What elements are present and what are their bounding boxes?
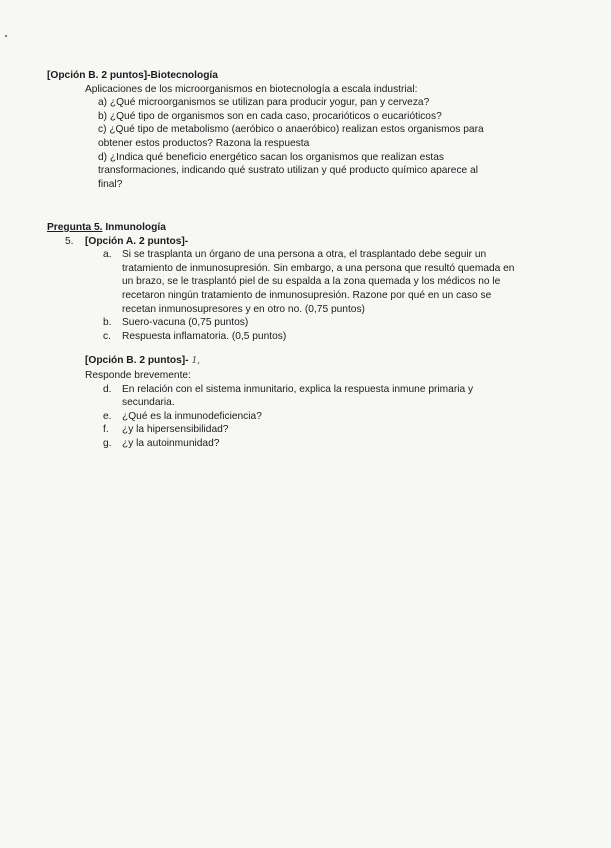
item-text: Respuesta inflamatoria. (0,5 puntos)	[122, 330, 287, 342]
item-line: Si se trasplanta un órgano de una persona a otra, el trasplantado debe seguir un	[122, 249, 487, 261]
section-heading: [Opción B. 2 puntos]-Biotecnología	[47, 70, 218, 81]
list-item	[47, 423, 567, 437]
item-letter: c.	[103, 330, 111, 342]
item-text: ¿y la hipersensibilidad?	[122, 424, 229, 436]
item-text: ¿Qué es la inmunodeficiencia?	[122, 410, 262, 422]
question-title	[47, 221, 567, 235]
item-letter: a.	[103, 249, 112, 261]
item-letter: g.	[103, 437, 112, 449]
option-a-heading: [Opción A. 2 puntos]-	[85, 235, 189, 247]
section-option-b-biotechnology	[47, 69, 547, 191]
item-line: En relación con el sistema inmunitario, explica la respuesta inmune primaria y	[122, 383, 474, 395]
item-line: tratamiento de inmunosupresión. Sin embargo, a una persona que resultó quemada en	[122, 262, 515, 274]
item-line: recetan inmunosupresores y en otro no. (0,75 puntos)	[122, 303, 365, 315]
question-line: transformaciones, indicando qué sustrato utilizan y qué producto químico aparece al	[98, 165, 478, 177]
item-line: secundaria.	[122, 397, 175, 409]
item-letter: f.	[103, 424, 109, 436]
option-b-heading-row	[85, 354, 567, 369]
list-item	[47, 383, 567, 410]
item-letter: e.	[103, 410, 112, 422]
item-text: ¿y la autoinmunidad?	[122, 437, 220, 449]
question-line: a) ¿Qué microorganismos se utilizan para producir yogur, pan y cerveza?	[98, 97, 430, 109]
instruction-text: Responde brevemente:	[85, 369, 191, 381]
question-topic-label: Inmunología	[102, 222, 166, 233]
question-line: final?	[98, 178, 123, 190]
list-item	[47, 437, 567, 451]
question-line: obtener estos productos? Razona la respuesta	[98, 137, 310, 149]
option-b-block	[85, 354, 567, 382]
question-line: b) ¿Qué tipo de organismos son en cada caso, procarióticos o eucarióticos?	[98, 110, 442, 122]
section-question-5-immunology	[47, 221, 567, 451]
option-b-heading: [Opción B. 2 puntos]-	[85, 355, 189, 367]
list-item	[47, 316, 567, 330]
item-letter: d.	[103, 383, 112, 395]
item-letter: b.	[103, 317, 112, 329]
handwritten-mark: 1,	[191, 356, 201, 367]
question-line: d) ¿Indica qué beneficio energético sacan los organismos que realizan estas	[98, 151, 445, 163]
list-item	[47, 410, 567, 424]
section-intro: Aplicaciones de los microorganismos en biotecnología a escala industrial:	[85, 83, 418, 95]
question-line: c) ¿Qué tipo de metabolismo (aeróbico o anaeróbico) realizan estos organismos para	[98, 124, 484, 136]
item-line: recetaron ningún tratamiento de inmunosupresión. Razone por qué en un caso se	[122, 289, 492, 301]
speck-mark	[5, 35, 7, 37]
list-number: 5.	[65, 235, 74, 247]
list-item	[47, 330, 567, 344]
option-a-heading-row	[65, 235, 567, 249]
item-text	[122, 248, 567, 316]
list-item	[47, 248, 567, 316]
item-text: Suero-vacuna (0,75 puntos)	[122, 317, 249, 329]
item-text	[122, 383, 567, 410]
item-line: un brazo, se le trasplantó piel de su espalda a la zona quemada y los médicos no le	[122, 276, 501, 288]
question-number-label: Pregunta 5.	[47, 222, 103, 233]
